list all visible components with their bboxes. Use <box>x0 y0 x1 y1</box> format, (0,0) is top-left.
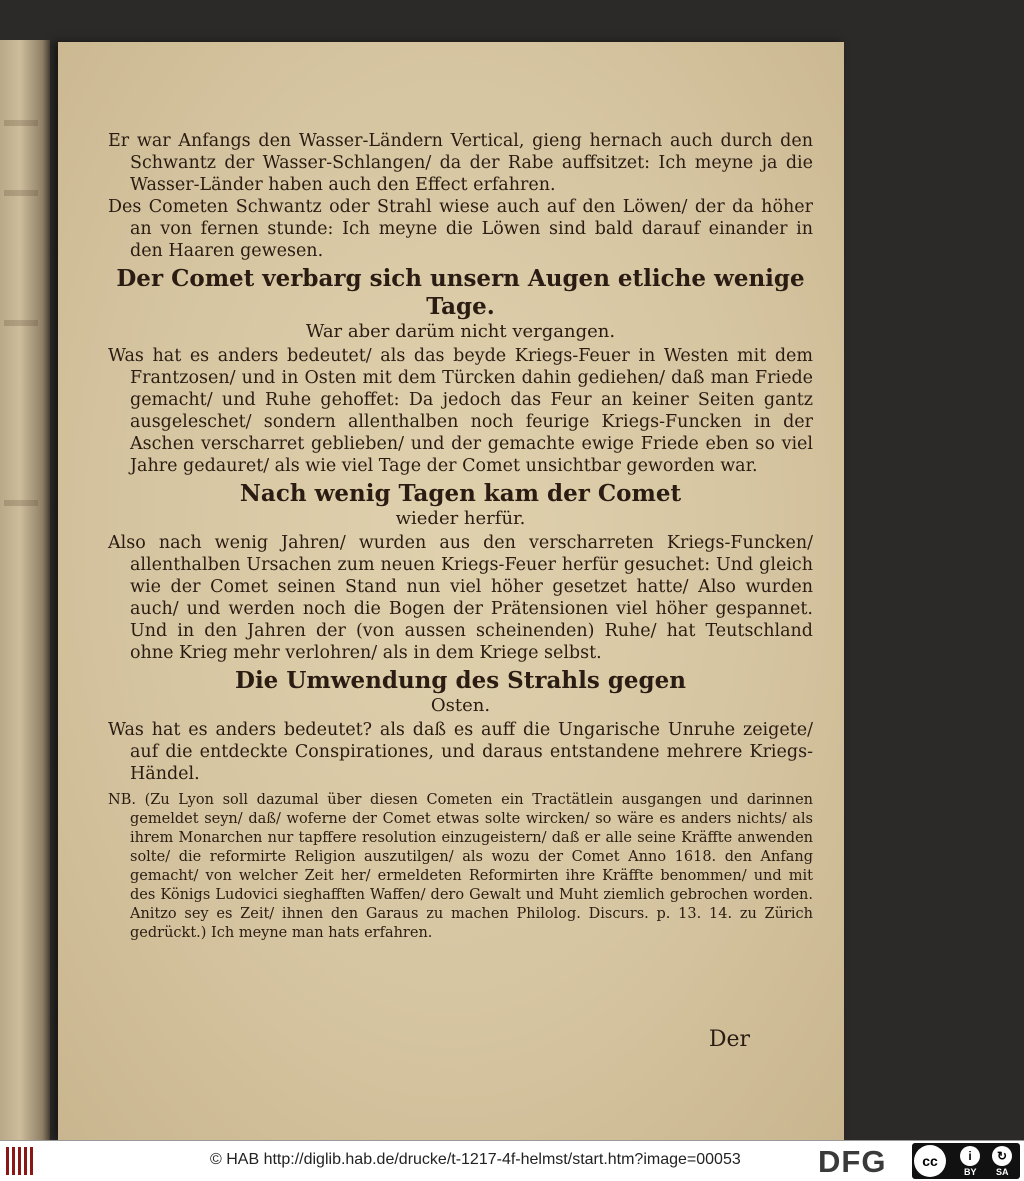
by-label: BY <box>964 1167 977 1177</box>
left-page-edge <box>0 40 50 1140</box>
attribution-icon: i <box>960 1146 980 1166</box>
scanned-page <box>58 42 844 1140</box>
page-text-block <box>108 130 813 943</box>
cc-license-badge[interactable] <box>912 1143 1020 1179</box>
catchword: Der <box>708 1027 750 1052</box>
subheading-not-vanished: War aber darüm nicht vergangen. <box>305 321 616 342</box>
dfg-logo: DFG <box>818 1144 887 1179</box>
heading-comet-returns: Nach wenig Tagen kam der Comet <box>239 480 682 507</box>
paragraph-schwantz: Des Cometen Schwantz oder Strahl wiese auch auf den Löwen/ der da höher an von fernen stunde: Ich meyne die Löwen sind bald darauf einander in den Haaren gewesen. <box>108 197 813 261</box>
subheading-herfuer: wieder herfür. <box>395 508 526 529</box>
bleed-text <box>4 120 38 126</box>
permalink-link[interactable]: © HAB http://diglib.hab.de/drucke/t-1217-4f-helmst/start.htm?image=00053 <box>210 1151 741 1168</box>
bleed-text <box>4 190 38 196</box>
heading-umwendung: Die Umwendung des Strahls gegen <box>235 667 686 694</box>
paragraph-ungarische-unruhe: Was hat es anders bedeutet? als daß es auff die Ungarische Unruhe zeigete/ auf die entdeckte Conspirationes, und daraus entstandene mehrere Kriegs-Händel. <box>108 720 813 784</box>
bleed-text <box>4 320 38 326</box>
share-alike-icon: ↻ <box>992 1146 1012 1166</box>
sa-label: SA <box>996 1167 1009 1177</box>
heading-comet-hidden: Der Comet verbarg sich unsern Augen etliche wenige Tage. <box>116 265 805 320</box>
hab-logo-icon <box>6 1147 36 1175</box>
bleed-text <box>4 500 38 506</box>
paragraph-kriegs-feuer: Was hat es anders bedeutet/ als das beyde Kriegs-Feuer in Westen mit dem Frantzosen/ und in Osten mit dem Türcken dahin gediehen/ daß man Friede gemacht/ und Ruhe gehoffet: Da jedoch das Feur an keiner Seiten gantz ausgeleschet/ sondern allenthalben noch feurige Kriegs-Funcken in der Aschen verscharret geblieben/ und der gemachte ewige Friede eben so viel Jahre gedauret/ als wie viel Tage der Comet unsichtbar geworden war. <box>108 346 813 476</box>
cc-icon: cc <box>914 1145 946 1177</box>
paragraph-vertical: Er war Anfangs den Wasser-Ländern Vertical, gieng hernach auch durch den Schwantz der Wasser-Schlangen/ da der Rabe auffsitzet: Ich meyne ja die Wasser-Länder haben auch den Effect erfahren. <box>108 131 813 195</box>
note-lyon: NB. (Zu Lyon soll dazumal über diesen Cometen ein Tractätlein ausgangen und darinnen gemeldet seyn/ daß/ woferne der Comet etwas solte wircken/ so wäre es anders nichts/ als ihrem Monarchen nur tapffere resolution einzugeistern/ daß er alle seine Kräffte anwenden solte/ die reformirte Religion auszutilgen/ als wozu der Comet Anno 1618. den Anfang gemacht/ von welcher Zeit her/ ermeldeten Reformirten ihre Kräffte benommen/ und mit des Königs Ludovici sieghafften Waffen/ dero Gewalt und Muht ziemlich gebrochen worden. Anitzo sey es Zeit/ ihnen den Garaus zu machen Philolog. Discurs. p. 13. 14. zu Zürich gedrückt.) Ich meyne man hats erfahren. <box>108 792 813 941</box>
subheading-osten: Osten. <box>430 695 491 716</box>
paragraph-kriegs-funcken: Also nach wenig Jahren/ wurden aus den verscharreten Kriegs-Funcken/ allenthalben Ursachen zum neuen Kriegs-Feuer herfür gesuchet: Und gleich wie der Comet seinen Stand nun viel höher gesetzet hatte/ Also wurden auch/ und werden noch die Bogen der Prätensionen viel höher gespannet. Und in den Jahren der (von aussen scheinenden) Ruhe/ hat Teutschland ohne Krieg mehr verlohren/ als in dem Kriege selbst. <box>108 533 813 663</box>
footer-bar <box>0 1140 1024 1181</box>
